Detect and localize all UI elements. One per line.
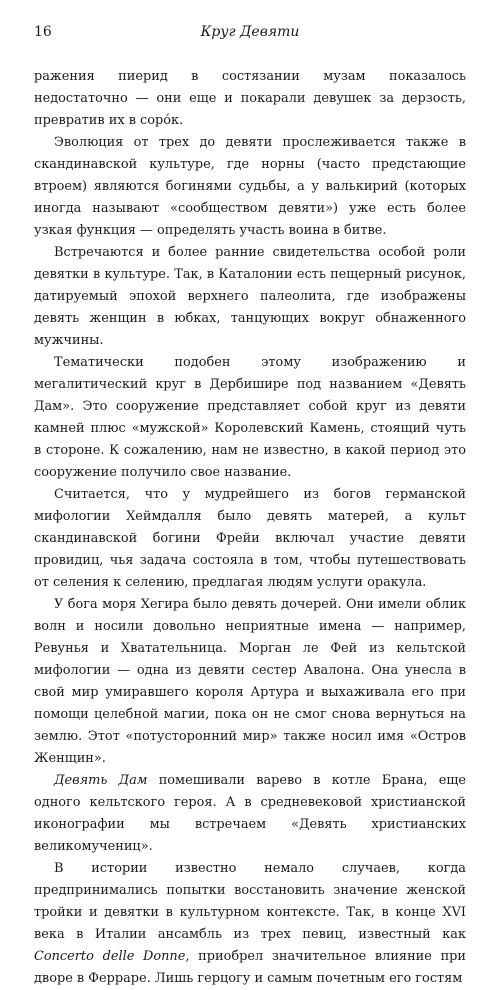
paragraph-text: У бога моря Хегира было девять дочерей. Они имели облик волн и носили довольно неприятные имена — например, Ревунья и Хватательница. Морган ле Фей из кельтской мифологии — одна из девяти сестер Авалона. Она унесла в свой мир умиравшего короля Артура и выхаживала его при помощи целебной магии, пока он не смог снова вернуться на землю. Этот «потусторонний мир» также носил имя «Остров Женщин». (34, 597, 466, 766)
running-head: Круг Девяти (200, 24, 300, 40)
page-number: 16 (34, 24, 52, 40)
paragraph-text: Встречаются и более ранние свидетельства особой роли девятки в культуре. Так, в Каталонии есть пещерный рисунок, датируемый эпохой верхнего палеолита, где изображены девять женщин в юбках, танцующих вокруг обнаженного мужчины. (34, 245, 466, 348)
paragraph (34, 352, 466, 484)
paragraph (34, 66, 466, 132)
italic-text: Concerto delle Donne (34, 949, 186, 964)
paragraph (34, 132, 466, 242)
paragraph (34, 594, 466, 770)
paragraph-text: помешивали варево в котле Брана, еще одного кельтского героя. А в средневековой христианской иконографии мы встречаем «Девять христианских великомучениц». (34, 773, 466, 854)
italic-text: Девять Дам (54, 773, 148, 788)
paragraph (34, 242, 466, 352)
paragraph (34, 770, 466, 858)
paragraph-text: Считается, что у мудрейшего из богов германской мифологии Хеймдалля было девять матерей, а культ скандинавской богини Фрейи включал участие девяти провидиц, чья задача состояла в том, чтобы путешествовать от селения к селению, предлагая людям услуги оракула. (34, 487, 466, 590)
page-header (34, 24, 466, 44)
body-text (34, 66, 466, 990)
paragraph (34, 484, 466, 594)
paragraph-text: ражения пиерид в состязании музам показалось недостаточно — они еще и покарали девушек за дерзость, превратив их в соро́к. (34, 69, 466, 128)
paragraph-text: Эволюция от трех до девяти прослеживается также в скандинавской культуре, где норны (часто предстающие втроем) являются богинями судьбы, а у валькирий (которых иногда называют «сообществом девяти») уже есть более узкая функция — определять участь воина в битве. (34, 135, 466, 238)
paragraph-text: В истории известно немало случаев, когда предпринимались попытки восстановить значение женской тройки и девятки в культурном контексте. Так, в конце XVI века в Италии ансамбль из трех певиц, известный как (34, 861, 466, 942)
paragraph (34, 858, 466, 990)
paragraph-text: Тематически подобен этому изображению и мегалитический круг в Дербишире под названием «Девять Дам». Это сооружение представляет собой круг из девяти камней плюс «мужской» Королевский Камень, стоящий чуть в стороне. К сожалению, нам не известно, в какой период это сооружение получило свое название. (34, 355, 466, 480)
paragraph-text: , приобрел значительное влияние при дворе в Ферраре. Лишь герцогу и самым почетным его гостям (34, 949, 466, 986)
